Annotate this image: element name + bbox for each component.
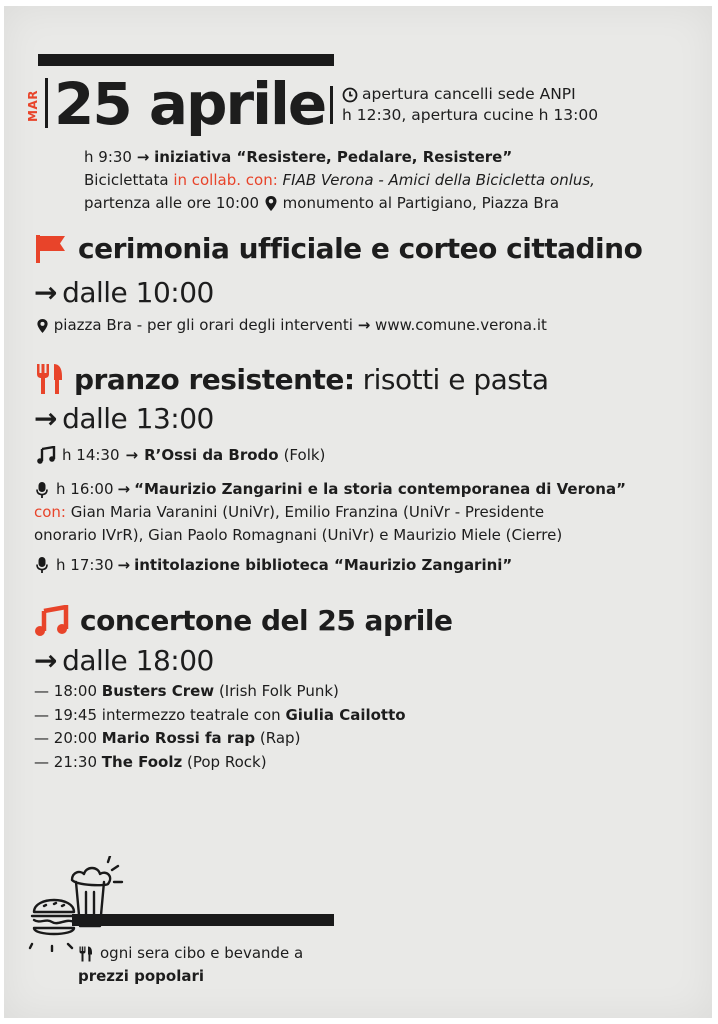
- bike-ride-time: h 9:30: [84, 148, 132, 166]
- website-link[interactable]: www.comune.verona.it: [375, 316, 547, 334]
- footer-text: ogni sera cibo e bevande a: [100, 944, 304, 962]
- talk-title: “Maurizio Zangarini e la storia contemporanea di Verona”: [134, 480, 626, 498]
- lunch-heading: [34, 362, 549, 396]
- music-genre: (Folk): [283, 446, 326, 464]
- act-genre: (Pop Rock): [187, 752, 267, 771]
- ceremony-start-time: dalle 10:00: [62, 276, 214, 309]
- burger-beer-icon: [28, 856, 128, 952]
- music-band: R’Ossi da Brodo: [144, 446, 279, 464]
- ceremony-title: cerimonia ufficiale e corteo cittadino: [78, 232, 643, 265]
- partners-text: FIAB Verona - Amici della Bicicletta onlus,: [282, 171, 595, 189]
- dash-icon: —: [34, 682, 49, 700]
- lunch-time: [34, 402, 214, 435]
- concert-title: concertone del 25 aprile: [80, 604, 453, 637]
- act-name: Giulia Cailotto: [285, 705, 406, 724]
- footer-note: [78, 942, 303, 988]
- lineup-row: [34, 751, 406, 775]
- gates-opening-text: apertura cancelli sede ANPI: [362, 85, 576, 103]
- act-time: 19:45: [53, 705, 98, 724]
- ceremony-info: [36, 316, 547, 334]
- cutlery-icon: [34, 362, 66, 396]
- arrow-icon: →: [357, 316, 371, 334]
- lunch-title: pranzo resistente:: [74, 362, 355, 396]
- kitchens-opening-text: h 12:30, apertura cucine h 13:00: [342, 106, 599, 124]
- music-note-icon: [36, 446, 56, 464]
- day-label: MAR: [26, 90, 40, 122]
- bike-ride-label: Biciclettata: [84, 171, 174, 189]
- ceremony-heading: [34, 232, 642, 265]
- music-item: [36, 446, 325, 464]
- collab-label: in collab. con:: [173, 171, 278, 189]
- arrow-icon: →: [34, 276, 57, 309]
- footer-text-bold: prezzi popolari: [78, 967, 205, 985]
- act-description: intermezzo teatrale con: [101, 705, 286, 724]
- music-note-icon: [34, 605, 70, 637]
- library-item: [36, 556, 512, 574]
- microphone-icon: [36, 556, 48, 574]
- lunch-menu: risotti e pasta: [362, 362, 549, 396]
- lineup-row: [34, 704, 406, 728]
- arrow-icon: →: [117, 480, 131, 498]
- flag-icon: [34, 233, 68, 265]
- arrow-icon: →: [34, 402, 57, 435]
- talk-guests: onorario IVrR), Gian Paolo Romagnani (UniVr) e Maurizio Miele (Cierre): [34, 526, 563, 544]
- ceremony-time: [34, 276, 214, 309]
- act-genre: (Irish Folk Punk): [218, 682, 339, 700]
- ceremony-place: piazza Bra - per gli orari degli interventi: [53, 316, 353, 334]
- concert-start-time: dalle 18:00: [62, 644, 214, 677]
- bike-ride-title: iniziativa “Resistere, Pedalare, Resistere”: [154, 148, 513, 166]
- lineup-row: [34, 727, 406, 751]
- departure-place: monumento al Partigiano, Piazza Bra: [282, 194, 560, 212]
- location-pin-icon: [264, 195, 278, 212]
- act-name: Busters Crew: [101, 682, 215, 700]
- cutlery-icon: [78, 945, 94, 963]
- concert-time: [34, 644, 214, 677]
- footer-bar: [72, 914, 334, 926]
- act-genre: (Rap): [259, 729, 301, 747]
- day-divider: [45, 78, 48, 128]
- act-time: 18:00: [53, 682, 98, 700]
- talk-item: [36, 478, 626, 547]
- clock-icon: [342, 87, 358, 103]
- dash-icon: —: [34, 752, 49, 771]
- act-time: 20:00: [53, 729, 98, 747]
- music-time: h 14:30: [62, 446, 120, 464]
- talk-time: h 16:00: [56, 480, 114, 498]
- departure-text: partenza alle ore 10:00: [84, 194, 260, 212]
- act-time: 21:30: [53, 752, 98, 771]
- talk-guests: Gian Maria Varanini (UniVr), Emilio Franzina (UniVr - Presidente: [70, 503, 545, 521]
- lunch-start-time: dalle 13:00: [62, 402, 214, 435]
- lineup-row: [34, 680, 406, 704]
- date-divider: [330, 86, 333, 124]
- arrow-icon: →: [136, 148, 150, 166]
- bike-ride-block: [84, 146, 595, 215]
- dash-icon: —: [34, 705, 49, 724]
- dash-icon: —: [34, 729, 49, 747]
- act-name: Mario Rossi fa rap: [101, 729, 256, 747]
- arrow-icon: →: [34, 644, 57, 677]
- concert-lineup: [34, 680, 406, 774]
- event-date: 25 aprile: [54, 70, 326, 138]
- arrow-icon: →: [125, 446, 139, 464]
- arrow-icon: →: [117, 556, 131, 574]
- concert-heading: [34, 604, 452, 637]
- opening-times: [342, 84, 598, 126]
- location-pin-icon: [36, 318, 49, 334]
- microphone-icon: [36, 481, 48, 499]
- talk-with-label: con:: [34, 503, 66, 521]
- library-time: h 17:30: [56, 556, 114, 574]
- library-title: intitolazione biblioteca “Maurizio Zangarini”: [134, 556, 513, 574]
- day-tag: [26, 76, 40, 132]
- act-name: The Foolz: [101, 752, 183, 771]
